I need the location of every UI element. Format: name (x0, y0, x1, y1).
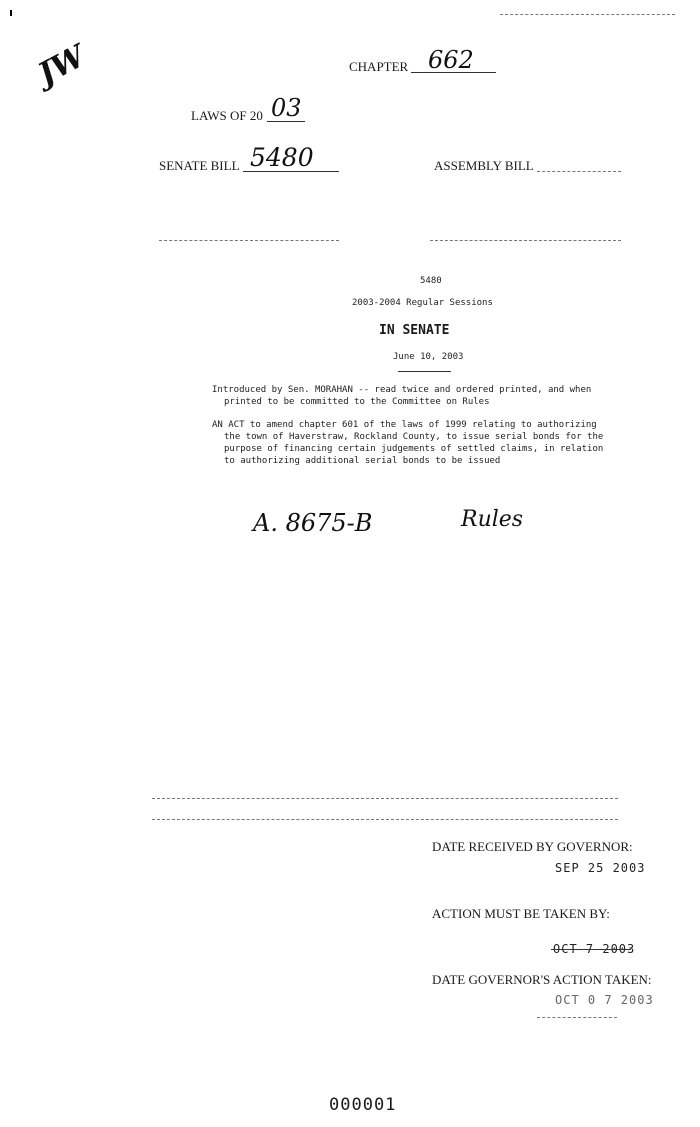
bill-house: IN SENATE (379, 323, 450, 338)
bill-session: 2003-2004 Regular Sessions (352, 298, 493, 308)
page-number: 000001 (329, 1095, 397, 1115)
act-line-4: to authorizing additional serial bonds to be issued (224, 456, 501, 466)
senate-bill-number: 5480 (250, 143, 314, 172)
act-line-1: AN ACT to amend chapter 601 of the laws of 1999 relating to authorizing (212, 420, 597, 430)
laws-label: LAWS OF 20 (191, 108, 263, 123)
assembly-reference-note: A. 8675-B (253, 509, 373, 537)
chapter-label: CHAPTER (349, 59, 409, 74)
action-taken-underline (537, 1017, 617, 1018)
action-by-label: ACTION MUST BE TAKEN BY: (432, 906, 610, 921)
chapter-number: 662 (428, 46, 474, 74)
action-by-strike (551, 949, 631, 950)
introduced-line-2: printed to be committed to the Committee on Rules (224, 397, 490, 407)
action-taken-label: DATE GOVERNOR'S ACTION TAKEN: (432, 972, 652, 987)
handwritten-initials: JW (32, 38, 92, 93)
laws-year: 03 (271, 94, 302, 122)
bill-date-rule (398, 371, 451, 372)
blank-line-right (430, 240, 621, 241)
committee-note: Rules (461, 507, 524, 532)
act-line-2: the town of Haverstraw, Rockland County, to issue serial bonds for the (224, 432, 604, 442)
action-taken-stamp: OCT 0 7 2003 (555, 993, 654, 1007)
act-line-3: purpose of financing certain judgements of settled claims, in relation (224, 444, 604, 454)
assembly-bill-underline (537, 171, 621, 172)
received-stamp: SEP 25 2003 (555, 861, 646, 875)
bill-date: June 10, 2003 (393, 352, 464, 362)
senate-bill-label: SENATE BILL (159, 158, 240, 173)
top-scan-line (500, 14, 675, 15)
lower-line-1 (152, 798, 618, 799)
scan-mark (10, 10, 12, 16)
assembly-bill-label: ASSEMBLY BILL (434, 158, 534, 173)
lower-line-2 (152, 819, 618, 820)
bill-number: 5480 (420, 276, 442, 286)
action-by-stamp: OCT 7 2003 (553, 942, 636, 956)
received-label: DATE RECEIVED BY GOVERNOR: (432, 839, 633, 854)
introduced-line-1: Introduced by Sen. MORAHAN -- read twice and ordered printed, and when (212, 385, 592, 395)
blank-line-left (159, 240, 339, 241)
